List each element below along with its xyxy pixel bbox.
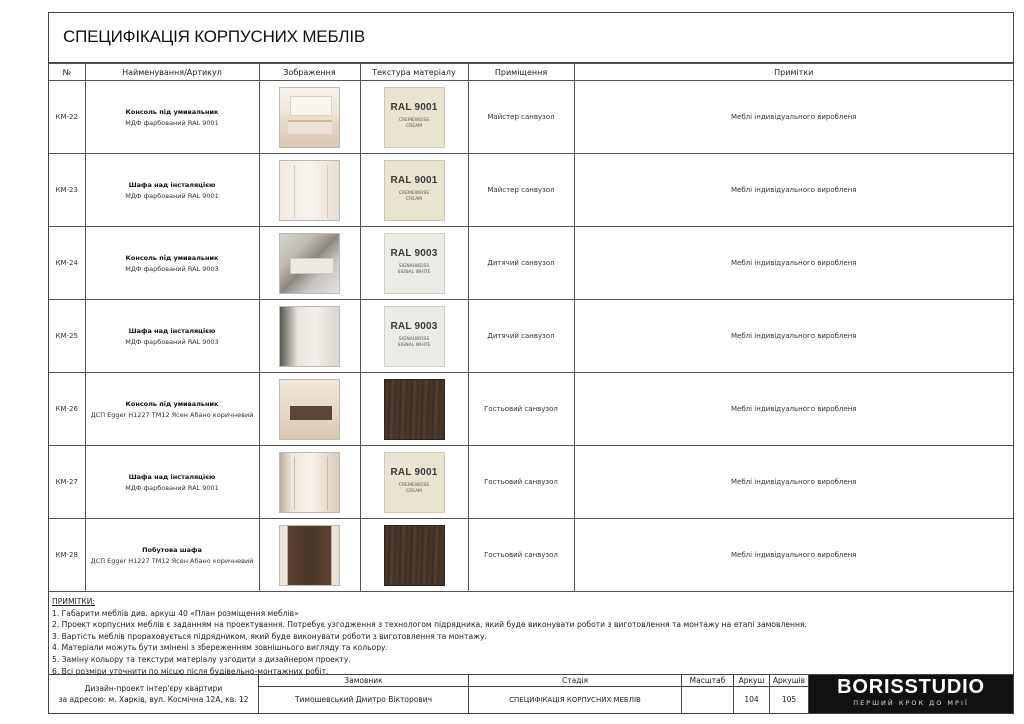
row-note: Меблі індивідуального виробленя: [574, 373, 1013, 446]
ral-name-line1: SIGNALWEISS: [398, 263, 430, 269]
table-row: [49, 446, 1013, 519]
ral-name: [385, 337, 444, 349]
row-image-cell: [259, 227, 360, 300]
row-room: Майстер санвузол: [468, 81, 574, 154]
row-id: КМ-22: [49, 81, 85, 154]
row-material: МДФ фарбований RAL 9001: [125, 118, 219, 127]
stage-value: СПЕЦИФІКАЦІЯ КОРПУСНИХ МЕБЛІВ: [469, 687, 682, 713]
row-name-cell: [85, 81, 259, 154]
sheets-value: 105: [770, 687, 809, 713]
page-title: СПЕЦИФІКАЦІЯ КОРПУСНИХ МЕБЛІВ: [63, 27, 366, 46]
title-bar: [49, 13, 1013, 63]
note-item: 6. Всі розміри уточнити по місцю після будівельно-монтажних робіт.: [52, 666, 329, 676]
wood-swatch: [384, 379, 445, 440]
wardrobe-image: [279, 525, 340, 586]
table-row: [49, 81, 1013, 154]
note-item: 2. Проект корпусних меблів є заданням на проектування. Потребує узгодження з технологом підрядника, який буде виконувати роботи з виготовлення та монтажу на етапі замовлення.: [52, 620, 807, 630]
ral-name-line2: CREAM: [405, 488, 423, 494]
row-texture-cell: [360, 446, 468, 519]
row-room: Дитячий санвузол: [468, 300, 574, 373]
ral-name: [385, 118, 444, 130]
row-note: Меблі індивідуального виробленя: [574, 81, 1013, 154]
ral-code: RAL 9003: [390, 247, 438, 259]
ral-swatch: [384, 160, 445, 221]
customer-label: Замовник: [259, 675, 469, 687]
row-image-cell: [259, 446, 360, 519]
ral-name: [385, 483, 444, 495]
row-name: Шафа над інсталяцією: [128, 180, 216, 189]
row-name-cell: [85, 519, 259, 592]
row-room: Дитячий санвузол: [468, 227, 574, 300]
console-wood-image: [279, 379, 340, 440]
ral-name-line1: SIGNALWEISS: [398, 336, 430, 342]
logo-slogan: ПЕРШИЙ КРОК ДО МРІЇ: [853, 699, 969, 707]
cabinet-beige-image: [279, 452, 340, 513]
ral-code: RAL 9001: [390, 466, 438, 478]
ral-code: RAL 9003: [390, 320, 438, 332]
row-room: Гостьовий санвузол: [468, 373, 574, 446]
row-material: ДСП Egger H1227 ТМ12 Ясен Абано коричневий: [90, 556, 254, 565]
table-row: [49, 300, 1013, 373]
row-note: Меблі індивідуального виробленя: [574, 446, 1013, 519]
scale-label: Масштаб: [682, 675, 734, 687]
ral-name-line2: CREAM: [405, 196, 423, 202]
ral-name-line1: CREMEWEISS: [398, 482, 430, 488]
row-room: Гостьовий санвузол: [468, 519, 574, 592]
row-name-cell: [85, 300, 259, 373]
table-row: [49, 519, 1013, 592]
row-note: Меблі індивідуального виробленя: [574, 227, 1013, 300]
row-id: КМ-28: [49, 519, 85, 592]
sheet-value: 104: [734, 687, 770, 713]
row-texture-cell: [360, 373, 468, 446]
specification-table: [49, 63, 1013, 592]
note-item: 4. Матеріали можуть бути змінені з збереженням зовнішнього вигляду та кольору.: [52, 643, 388, 653]
logo-brand: BORISSTUDIO: [837, 676, 985, 698]
ral-code: RAL 9001: [390, 101, 438, 113]
sheets-label: Аркушів: [770, 675, 809, 687]
cabinet-marble-image: [279, 306, 340, 367]
stage-label: Стадія: [469, 675, 682, 687]
ral-swatch: [384, 87, 445, 148]
row-name: Консоль під умивальник: [125, 253, 219, 262]
row-room: Майстер санвузол: [468, 154, 574, 227]
row-material: МДФ фарбований RAL 9001: [125, 483, 219, 492]
row-name: Побутова шафа: [142, 545, 202, 554]
ral-swatch: [384, 233, 445, 294]
bathroom-console-image: [279, 87, 340, 148]
row-material: МДФ фарбований RAL 9003: [125, 337, 219, 346]
row-name-cell: [85, 446, 259, 519]
customer-value: Тимошевський Дмитро Вікторович: [259, 687, 469, 713]
row-material: МДФ фарбований RAL 9003: [125, 264, 219, 273]
row-name-cell: [85, 373, 259, 446]
ral-swatch: [384, 452, 445, 513]
sheet-label: Аркуш: [734, 675, 770, 687]
note-item: 5. Заміну кольору та текстури матеріалу узгодити з дизайнером проекту.: [52, 654, 351, 664]
row-image-cell: [259, 154, 360, 227]
project-line2: за адресою: м. Харків, вул. Космічна 12А, кв. 12: [58, 695, 249, 704]
studio-logo: [809, 675, 1013, 713]
row-name: Консоль під умивальник: [125, 107, 219, 116]
row-name-cell: [85, 227, 259, 300]
row-texture-cell: [360, 300, 468, 373]
row-texture-cell: [360, 519, 468, 592]
table-header-row: [49, 64, 1013, 81]
table-row: [49, 154, 1013, 227]
ral-swatch: [384, 306, 445, 367]
row-image-cell: [259, 300, 360, 373]
project-line1: Дизайн-проект інтер'єру квартири: [84, 684, 223, 693]
notes-title: ПРИМІТКИ:: [52, 597, 96, 606]
row-material: МДФ фарбований RAL 9001: [125, 191, 219, 200]
notes-section: [49, 593, 1013, 675]
ral-name-line2: CREAM: [405, 123, 423, 129]
row-note: Меблі індивідуального виробленя: [574, 300, 1013, 373]
title-block: [49, 675, 1013, 713]
wood-swatch: [384, 525, 445, 586]
ral-name-line2: SIGNAL WHITE: [397, 342, 431, 348]
console-marble-image: [279, 233, 340, 294]
ral-name: [385, 264, 444, 276]
ral-code: RAL 9001: [390, 174, 438, 186]
cabinet-image: [279, 160, 340, 221]
ral-name-line1: CREMEWEISS: [398, 190, 430, 196]
row-id: КМ-26: [49, 373, 85, 446]
header-name: Найменування/Артикул: [85, 64, 259, 81]
row-name: Консоль під умивальник: [125, 399, 219, 408]
header-notes: Примітки: [574, 64, 1013, 81]
specification-sheet: [48, 12, 1014, 714]
row-name-cell: [85, 154, 259, 227]
row-note: Меблі індивідуального виробленя: [574, 154, 1013, 227]
ral-name: [385, 191, 444, 203]
scale-value: [682, 687, 734, 713]
row-id: КМ-25: [49, 300, 85, 373]
row-image-cell: [259, 81, 360, 154]
note-item: 3. Вартість меблів прораховується підрядником, який буде виконувати роботи з виготовлення та монтажу.: [52, 631, 487, 641]
project-description: [49, 675, 259, 713]
ral-name-line2: SIGNAL WHITE: [397, 269, 431, 275]
table-row: [49, 227, 1013, 300]
row-note: Меблі індивідуального виробленя: [574, 519, 1013, 592]
header-image: Зображення: [259, 64, 360, 81]
row-texture-cell: [360, 154, 468, 227]
row-name: Шафа над інсталяцією: [128, 472, 216, 481]
row-id: КМ-27: [49, 446, 85, 519]
row-image-cell: [259, 519, 360, 592]
row-id: КМ-24: [49, 227, 85, 300]
header-number: №: [49, 64, 85, 81]
row-material: ДСП Egger H1227 ТМ12 Ясен Абано коричневий: [90, 410, 254, 419]
row-name: Шафа над інсталяцією: [128, 326, 216, 335]
row-id: КМ-23: [49, 154, 85, 227]
row-texture-cell: [360, 81, 468, 154]
row-texture-cell: [360, 227, 468, 300]
ral-name-line1: CREMEWEISS: [398, 117, 430, 123]
table-row: [49, 373, 1013, 446]
note-item: 1. Габарити меблів див. аркуш 40 «План розміщення меблів»: [52, 608, 299, 618]
row-image-cell: [259, 373, 360, 446]
header-texture: Текстура матеріалу: [360, 64, 468, 81]
header-room: Приміщення: [468, 64, 574, 81]
row-room: Гостьовий санвузол: [468, 446, 574, 519]
